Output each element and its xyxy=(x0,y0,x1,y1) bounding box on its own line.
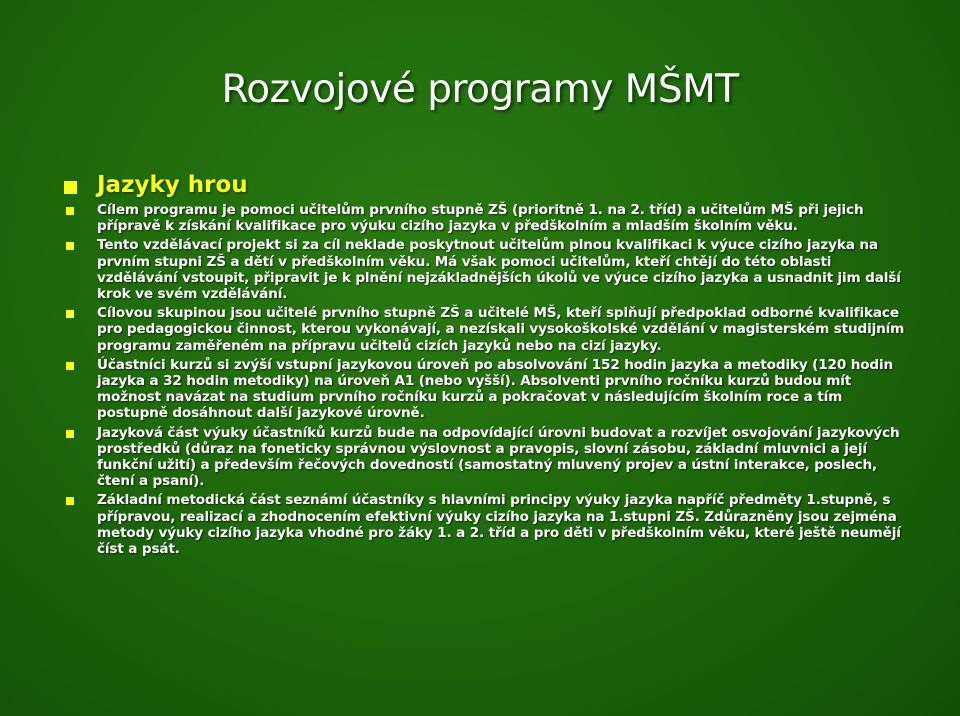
slide-title: Rozvojové programy MŠMT xyxy=(221,67,739,112)
list-item-text: Cílem programu je pomoci učitelům prvního stupně ZŠ (prioritně 1. na 2. tříd) a učitelům MŠ při jejich přípravě k získání kvalifikace pro výuku cizího jazyka v předškolním a mladším školním věku. xyxy=(97,202,864,235)
list-item xyxy=(62,357,912,422)
square-bullet-icon xyxy=(66,497,74,505)
list-item-text: Jazyková část výuky účastníků kurzů bude na odpovídající úrovni budovat a rozvíjet osvojování jazykových prostředků (důraz na foneticky správnou výslovnost a pravopis, slovní zásobu, základní mluvnici a její funkční užití) a především řečových dovedností (samostatný mluvený projev a ústní interakce, poslech, čtení a psaní). xyxy=(97,424,900,490)
list-item-text: Cílovou skupinou jsou učitelé prvního stupně ZŠ a učitelé MŠ, kteří splňují předpoklad odborné kvalifikace pro pedagogickou činnost, kterou vykonávají, a nezískali vysokoškolské vzdělání v magisterském studijním programu zaměřeném na přípravu učitelů cizích jazyků nebo na cizí jazyky. xyxy=(97,305,905,354)
section-heading: Jazyky hrou xyxy=(97,172,248,198)
list-item-text: Základní metodická část seznámí účastníky s hlavními principy výuky jazyka napříč předměty 1.stupně, s přípravou, realizací a zhodnocením efektivní výuky cizího jazyka na 1.stupni ZŠ. Zdůrazněny jsou zejména metody výuky cizího jazyka vhodné pro žáky 1. a 2. tříd a pro děti v předškolním věku, které ještě neumějí číst a psát. xyxy=(97,492,901,558)
list-item xyxy=(62,237,912,302)
square-bullet-icon xyxy=(66,430,74,438)
square-bullet-icon xyxy=(66,362,74,370)
section-heading-row xyxy=(62,170,912,202)
square-bullet-icon xyxy=(66,207,74,215)
list-item xyxy=(62,492,912,557)
list-item-text: Tento vzdělávací projekt si za cíl neklade poskytnout učitelům plnou kvalifikaci k výuce cizího jazyka na prvním stupni ZŠ a dětí v předškolním věku. Má však pomoci učitelům, kteří chtějí do této oblasti vzdělávání vstoupit, připravit je k plnění nejzákladnějších úkolů ve výuce cizího jazyka a usnadnit jim další krok ve svém vzdělávání. xyxy=(97,237,901,303)
square-bullet-icon xyxy=(64,181,77,194)
list-item xyxy=(62,202,912,234)
list-item xyxy=(62,305,912,354)
square-bullet-icon xyxy=(66,310,74,318)
bullet-list xyxy=(62,202,912,557)
slide-content xyxy=(62,170,912,560)
square-bullet-icon xyxy=(66,242,74,250)
list-item xyxy=(62,425,912,490)
list-item-text: Účastníci kurzů si zvýší vstupní jazykovou úroveň po absolvování 152 hodin jazyka a metodiky (120 hodin jazyka a 32 hodin metodiky) na úroveň A1 (nebo vyšší). Absolventi prvního ročníku kurzů budou mít možnost navázat na studium prvního ročníku kurzů a pokračovat v následujícím školním roce a tím postupně dosáhnout další jazykové úrovně. xyxy=(97,356,894,422)
